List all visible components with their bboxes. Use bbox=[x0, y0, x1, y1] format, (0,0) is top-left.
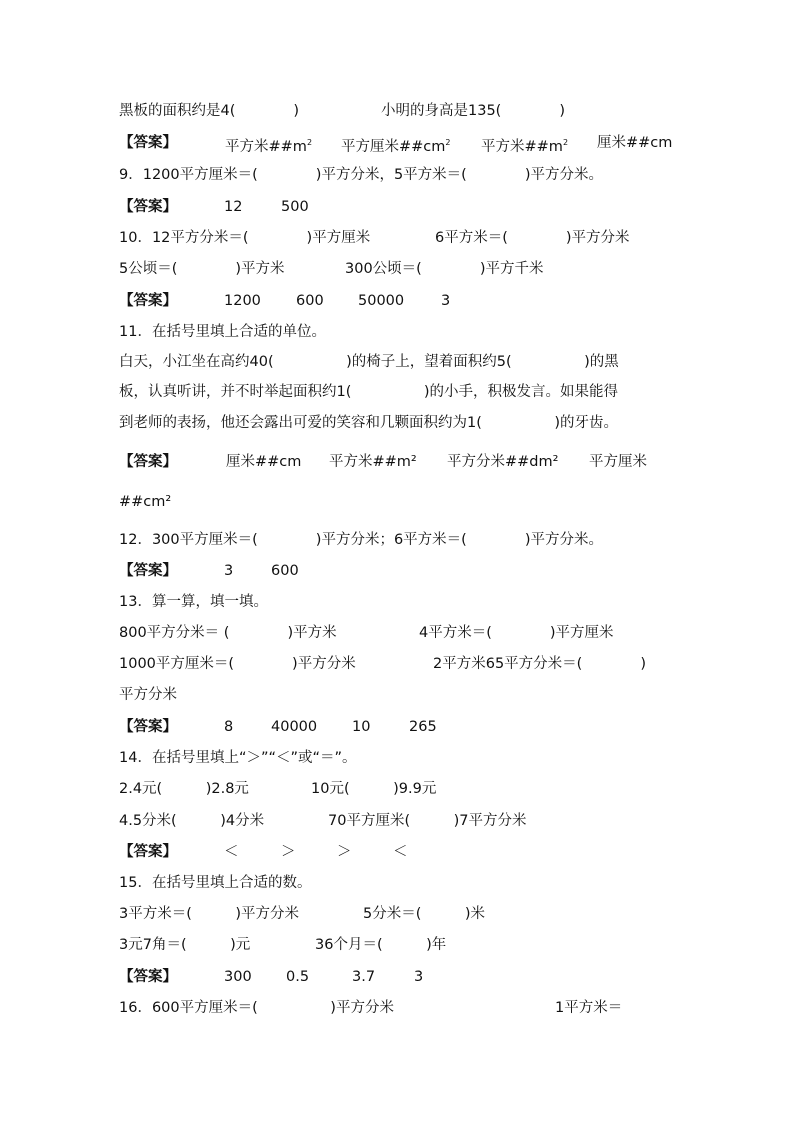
answer-label: 【答案】 bbox=[119, 454, 177, 470]
text-segment bbox=[119, 748, 357, 768]
text-segment bbox=[119, 492, 171, 512]
segment-text: 5公顷＝( )平方米 bbox=[119, 261, 285, 277]
segment-text: 0.5 bbox=[286, 969, 310, 985]
text-segment bbox=[119, 998, 394, 1018]
segment-text: 到老师的表扬，他还会露出可爱的笑容和几颗面积约为1( )的牙齿。 bbox=[119, 415, 619, 431]
segment-text: 12．300平方厘米＝( )平方分米；6平方米＝( )平方分米。 bbox=[119, 532, 603, 548]
text-segment bbox=[381, 101, 565, 121]
segment-text: 平方米##m² bbox=[329, 454, 417, 470]
answer-label: 【答案】 bbox=[119, 293, 177, 309]
segment-text: 3 bbox=[224, 563, 234, 579]
text-segment bbox=[345, 259, 544, 279]
answer-value bbox=[281, 197, 309, 217]
answer-value bbox=[224, 561, 233, 581]
answer-value bbox=[341, 133, 451, 157]
answer-value bbox=[414, 967, 423, 987]
text-segment bbox=[119, 259, 285, 279]
answer-value bbox=[481, 133, 568, 157]
text-segment bbox=[119, 382, 618, 402]
segment-text: 平方米##m bbox=[481, 139, 563, 155]
segment-text: ＜ bbox=[224, 844, 239, 860]
segment-text: 13．算一算，填一填。 bbox=[119, 594, 268, 610]
segment-text: 9．1200平方厘米＝( )平方分米，5平方米＝( )平方分米。 bbox=[119, 167, 603, 183]
answer-value bbox=[409, 717, 437, 737]
segment-text: ＞ bbox=[337, 844, 352, 860]
segment-text: 小明的身高是135( ) bbox=[381, 103, 565, 119]
answer-value bbox=[286, 967, 309, 987]
answer-value bbox=[296, 291, 324, 311]
segment-text: 10．12平方分米＝( )平方厘米 bbox=[119, 230, 371, 246]
segment-text: 1平方米＝ bbox=[555, 1000, 623, 1016]
answer-value bbox=[271, 561, 299, 581]
segment-text: 3 bbox=[441, 293, 451, 309]
text-segment bbox=[119, 322, 326, 342]
segment-text: 4.5分米( )4分米 bbox=[119, 813, 265, 829]
text-segment bbox=[435, 228, 630, 248]
text-segment bbox=[119, 352, 619, 372]
segment-text: 10元( )9.9元 bbox=[311, 781, 437, 797]
segment-text: 3元7角＝( )元 bbox=[119, 937, 251, 953]
segment-text: 500 bbox=[281, 199, 309, 215]
answer-value bbox=[271, 717, 317, 737]
segment-text: 平方厘米##cm bbox=[341, 139, 446, 155]
text-segment bbox=[311, 779, 436, 799]
answer-label: 【答案】 bbox=[119, 969, 177, 985]
segment-text: 3 bbox=[414, 969, 424, 985]
text-segment bbox=[119, 101, 299, 121]
answer-label: 【答案】 bbox=[119, 563, 177, 579]
segment-text: 黑板的面积约是4( ) bbox=[119, 103, 300, 119]
text-segment bbox=[419, 623, 614, 643]
segment-text: 6平方米＝( )平方分米 bbox=[435, 230, 630, 246]
segment-text: 平方分米 bbox=[119, 687, 177, 703]
segment-text: 16．600平方厘米＝( )平方分米 bbox=[119, 1000, 394, 1016]
segment-text: 3平方米＝( )平方分米 bbox=[119, 906, 300, 922]
segment-text: 2.4元( )2.8元 bbox=[119, 781, 249, 797]
answer-label: 【答案】 bbox=[119, 719, 177, 735]
answer-value bbox=[358, 291, 404, 311]
text-segment bbox=[119, 654, 356, 674]
segment-text: 5分米＝( )米 bbox=[363, 906, 486, 922]
answer-value bbox=[352, 967, 375, 987]
answer-value bbox=[224, 717, 233, 737]
answer-label: 【答案】 bbox=[119, 199, 177, 215]
text-segment bbox=[119, 904, 299, 924]
answer-value bbox=[393, 842, 408, 862]
text-segment bbox=[315, 935, 446, 955]
segment-text: 板，认真听讲，并不时举起面积约1( )的小手，积极发言。如果能得 bbox=[119, 384, 619, 400]
segment-text: 265 bbox=[409, 719, 437, 735]
answer-value bbox=[337, 842, 352, 862]
answer-value bbox=[589, 452, 647, 472]
segment-text: 10 bbox=[352, 719, 371, 735]
segment-text: 15．在括号里填上合适的数。 bbox=[119, 875, 312, 891]
segment-text: 300公顷＝( )平方千米 bbox=[345, 261, 544, 277]
segment-text: 600 bbox=[271, 563, 299, 579]
answer-value bbox=[226, 452, 301, 472]
segment-text: 600 bbox=[296, 293, 324, 309]
segment-text: 白天，小江坐在高约40( )的椅子上，望着面积约5( )的黑 bbox=[119, 354, 619, 370]
segment-text: ##cm² bbox=[119, 494, 172, 510]
segment-text: ＞ bbox=[281, 844, 296, 860]
segment-text: 厘米##cm bbox=[226, 454, 302, 470]
text-segment bbox=[119, 779, 249, 799]
text-segment bbox=[119, 592, 268, 612]
superscript: 2 bbox=[562, 138, 569, 147]
answer-value bbox=[225, 133, 312, 157]
text-segment bbox=[119, 811, 264, 831]
segment-text: 1200 bbox=[224, 293, 261, 309]
segment-text: 14．在括号里填上“＞”“＜”或“＝”。 bbox=[119, 750, 357, 766]
segment-text: 12 bbox=[224, 199, 243, 215]
segment-text: 800平方分米＝ ( )平方米 bbox=[119, 625, 337, 641]
segment-text: 40000 bbox=[271, 719, 318, 735]
text-segment bbox=[119, 530, 603, 550]
answer-value bbox=[447, 452, 558, 472]
segment-text: 300 bbox=[224, 969, 252, 985]
answer-value bbox=[224, 197, 242, 217]
segment-text: 1000平方厘米＝( )平方分米 bbox=[119, 656, 356, 672]
answer-value bbox=[224, 291, 261, 311]
answer-value bbox=[597, 133, 672, 153]
text-segment bbox=[119, 685, 177, 705]
superscript: 2 bbox=[306, 138, 313, 147]
segment-text: 36个月＝( )年 bbox=[315, 937, 447, 953]
answer-value bbox=[329, 452, 417, 472]
segment-text: 平方厘米 bbox=[589, 454, 647, 470]
text-segment bbox=[119, 873, 311, 893]
answer-value bbox=[224, 967, 252, 987]
segment-text: 3.7 bbox=[352, 969, 376, 985]
text-segment bbox=[119, 228, 370, 248]
segment-text: 厘米##cm bbox=[597, 135, 673, 151]
answer-value bbox=[281, 842, 296, 862]
segment-text: 70平方厘米( )7平方分米 bbox=[328, 813, 527, 829]
segment-text: 2平方米65平方分米＝( ) bbox=[433, 656, 646, 672]
superscript: 2 bbox=[445, 138, 451, 147]
text-segment bbox=[119, 623, 337, 643]
segment-text: 50000 bbox=[358, 293, 405, 309]
segment-text: 11．在括号里填上合适的单位。 bbox=[119, 324, 326, 340]
segment-text: ＜ bbox=[393, 844, 408, 860]
answer-value bbox=[352, 717, 370, 737]
answer-label: 【答案】 bbox=[119, 844, 177, 860]
segment-text: 平方米##m bbox=[225, 139, 307, 155]
text-segment bbox=[119, 935, 250, 955]
answer-value bbox=[441, 291, 450, 311]
segment-text: 8 bbox=[224, 719, 234, 735]
segment-text: 平方分米##dm² bbox=[447, 454, 559, 470]
answer-label: 【答案】 bbox=[119, 135, 177, 151]
text-segment bbox=[119, 413, 618, 433]
text-segment bbox=[363, 904, 485, 924]
text-segment bbox=[119, 165, 603, 185]
segment-text: 4平方米＝( )平方厘米 bbox=[419, 625, 614, 641]
text-segment bbox=[433, 654, 646, 674]
answer-value bbox=[224, 842, 239, 862]
text-segment bbox=[328, 811, 527, 831]
text-segment bbox=[555, 998, 622, 1018]
